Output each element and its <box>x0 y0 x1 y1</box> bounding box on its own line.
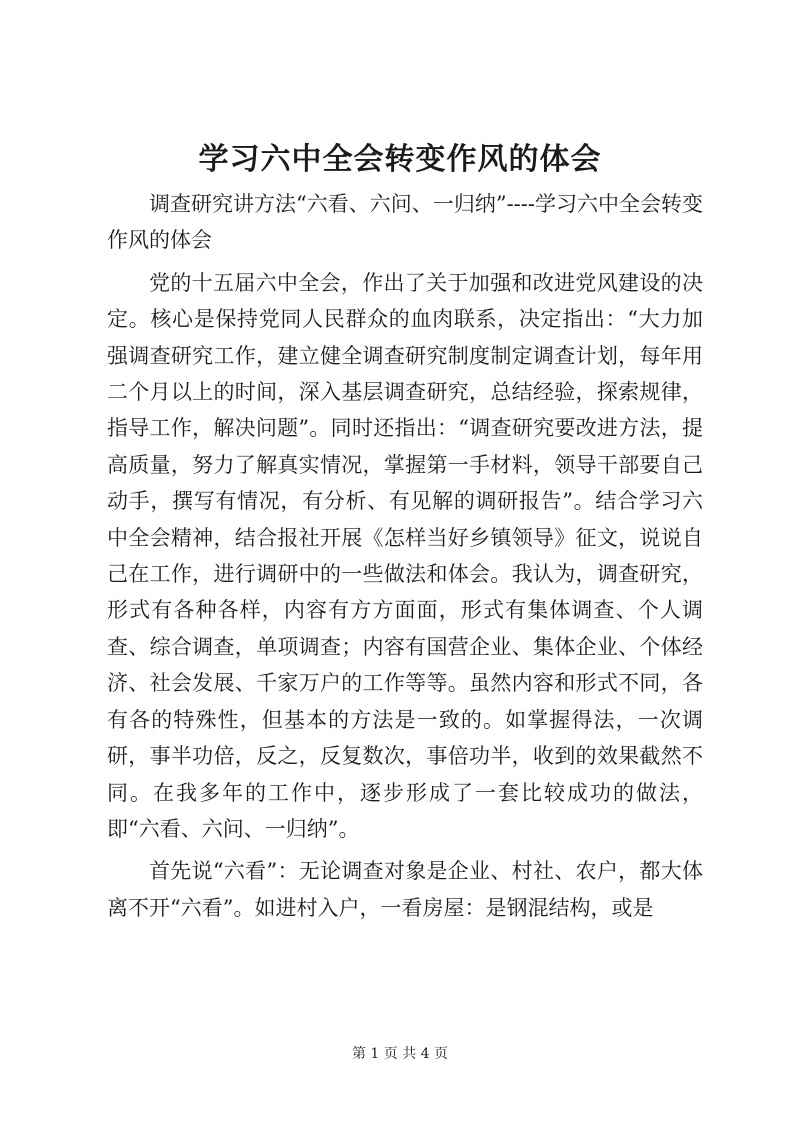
document-title: 学习六中全会转变作风的体会 <box>198 142 602 177</box>
subtitle-paragraph: 调查研究讲方法“六看、六问、一归纳”----学习六中全会转变作风的体会 <box>107 192 703 253</box>
page-footer: 第 1 页 共 4 页 <box>351 1046 449 1062</box>
body-paragraph: 党的十五届六中全会，作出了关于加强和改进党风建设的决定。核心是保持党同人民群众的血肉联系，决定指出：“大力加强调查研究工作，建立健全调查研究制度制定调查计划，每年用二个月以上的时间，深入基层调查研究，总结经验，探索规律，指导工作，解决问题”。同时还指出：“调查研究要改进方法，提高质量，努力了解真实情况，掌握第一手材料，领导干部要自己动手，撰写有情况，有分析、有见解的调研报告”。结合学习六中全会精神，结合报社开展《怎样当好乡镇领导》征文，说说自己在工作，进行调研中的一些做法和体会。我认为，调查研究，形式有各种各样，内容有方方面面，形式有集体调查、个人调查、综合调查，单项调查；内容有国营企业、集体企业、个体经济、社会发展、千家万户的工作等等。虽然内容和形式不同，各有各的特殊性，但基本的方法是一致的。如掌握得法，一次调研，事半功倍，反之，反复数次，事倍功半，收到的效果截然不同。在我多年的工作中，逐步形成了一套比较成功的做法，即“六看、六问、一归纳”。 <box>107 270 703 841</box>
document-body <box>107 186 703 926</box>
body-paragraph: 首先说“六看”：无论调查对象是企业、村社、农户，都大体离不开“六看”。如进村入户，一看房屋：是钢混结构，或是 <box>107 859 703 920</box>
